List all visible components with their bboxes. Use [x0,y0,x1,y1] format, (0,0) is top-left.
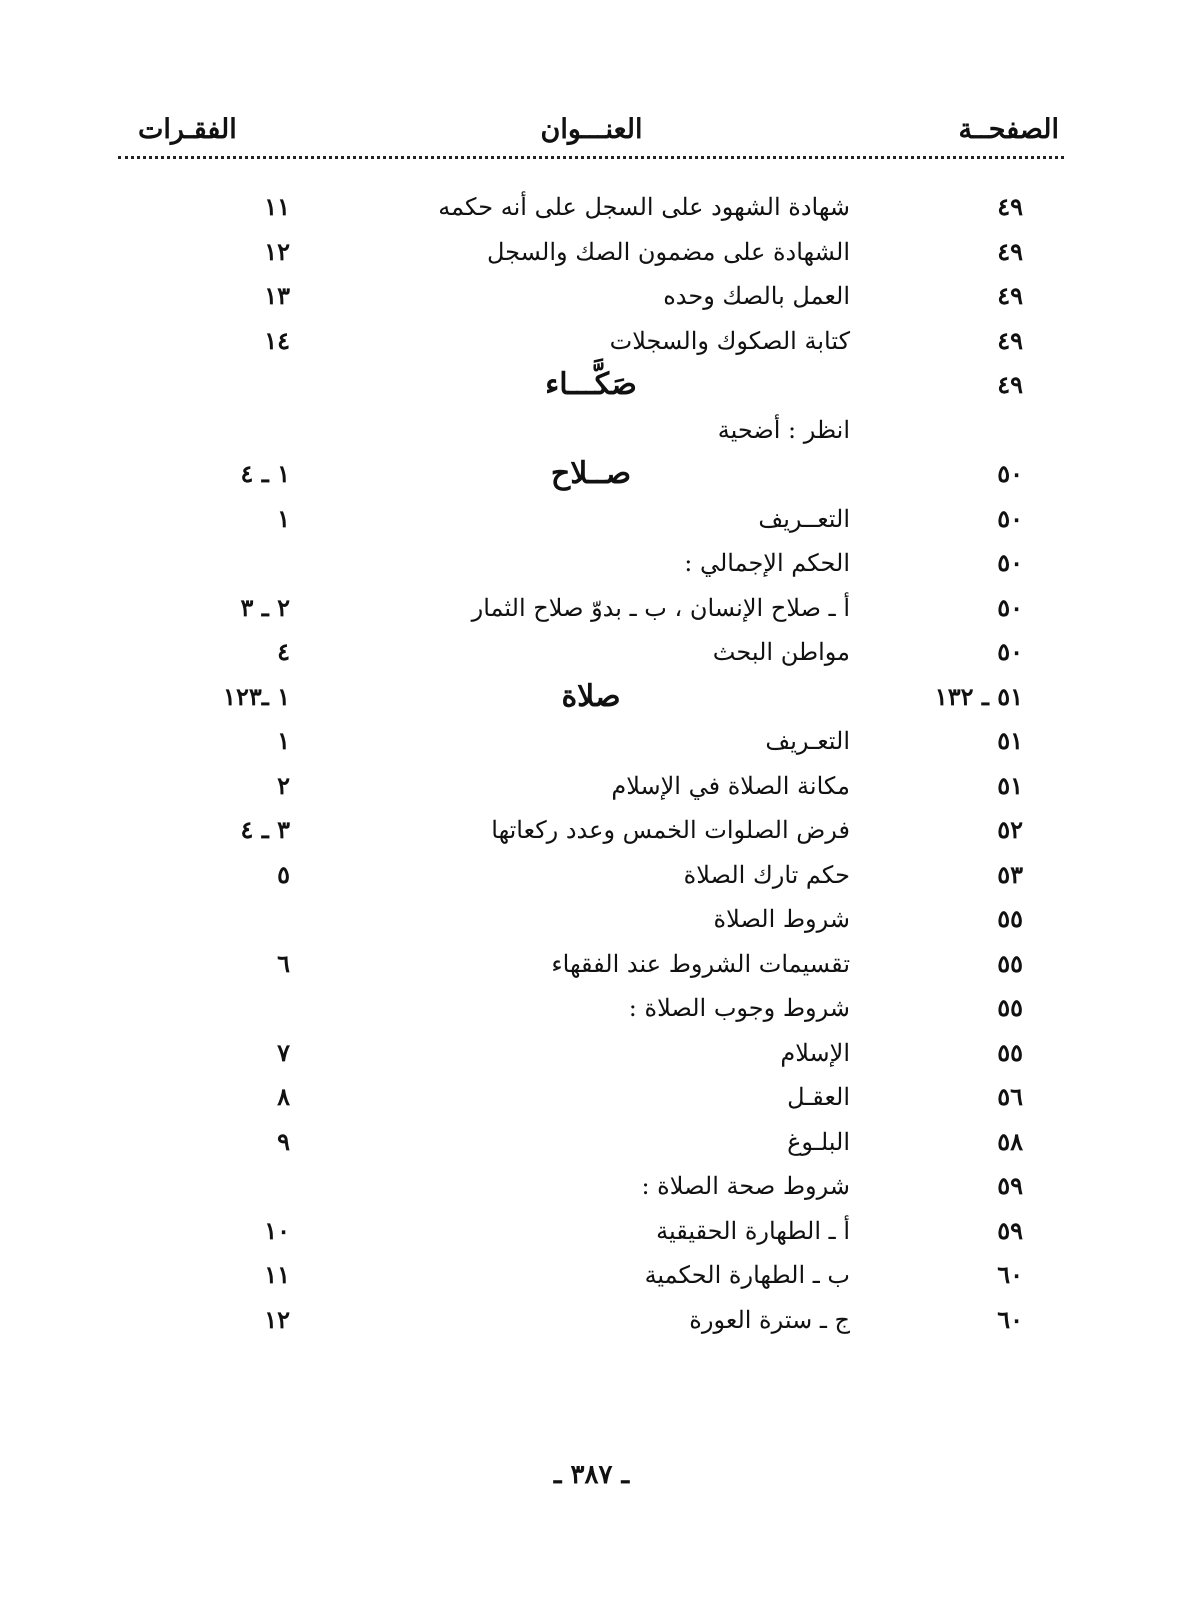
row-title: تقسيمات الشروط عند الفقهاء [551,949,850,978]
row-paragraphs: ١٠ [264,1215,290,1245]
row-page-number: ٥٩ [997,1171,1023,1200]
index-row [0,1031,1183,1076]
row-paragraphs [150,1164,290,1209]
row-title: حكم تارك الصلاة [683,860,850,889]
row-page-number [883,408,1023,453]
row-title: العمل بالصك وحده [663,282,850,310]
row-title: أ ـ الطهارة الحقيقية [656,1216,850,1245]
row-title: ج ـ سترة العورة [689,1305,850,1334]
row-page-number: ٥٠ [997,637,1023,666]
row-page-number: ٥٩ [997,1215,1023,1245]
index-row [0,719,1183,764]
row-paragraphs: ٤ [277,637,290,666]
row-paragraphs [150,408,290,453]
index-row [0,408,1183,453]
row-title: شروط وجوب الصلاة : [628,994,850,1022]
page-number: ـ ٣٨٧ ـ [553,1460,630,1490]
index-row [0,1253,1183,1298]
index-row [0,497,1183,542]
index-row [0,319,1183,364]
row-page-number: ٥٠ [997,503,1023,533]
row-page-number: ٥٠ [997,459,1023,488]
row-title: ب ـ الطهارة الحكمية [644,1261,850,1289]
row-title: فرض الصلوات الخمس وعدد ركعاتها [491,816,850,844]
row-title: البلـوغ [787,1127,850,1156]
row-paragraphs: ٨ [277,1082,290,1111]
header-page-column: الصفحــة [958,114,1059,145]
row-paragraphs: ١٤ [264,325,290,355]
index-row [0,808,1183,853]
row-paragraphs: ١ [277,503,290,533]
row-paragraphs: ١١ [264,1260,290,1289]
index-row [0,1209,1183,1254]
index-row [0,452,1183,497]
row-page-number: ٤٩ [997,192,1023,221]
row-title: التعـريف [765,727,850,755]
row-page-number: ٥٣ [997,859,1023,889]
row-title: التعــريف [758,504,850,533]
row-page-number: ٦٠ [997,1260,1023,1289]
row-paragraphs: ١١ [264,192,290,221]
index-row [0,363,1183,408]
row-title: الحكم الإجمالي : [684,549,850,577]
row-page-number: ٥٠ [997,548,1023,577]
row-page-number: ٥٢ [997,815,1023,844]
row-paragraphs: ٥ [277,859,290,889]
row-paragraphs: ١ ـ١٢٣ [223,681,290,711]
row-paragraphs: ١٢ [264,236,290,266]
row-paragraphs: ٦ [277,948,290,978]
row-page-number: ٥١ [997,770,1023,800]
row-title: أ ـ صلاح الإنسان ، ب ـ بدوّ صلاح الثمار [471,593,850,622]
index-row [0,586,1183,631]
row-page-number: ٤٩ [997,281,1023,310]
row-page-number: ٥١ ـ ١٣٢ [934,681,1023,711]
row-title: مكانة الصلاة في الإسلام [611,771,850,800]
row-paragraphs [150,541,290,586]
index-row [0,1075,1183,1120]
row-paragraphs: ١٣ [264,281,290,310]
row-page-number: ٥٥ [997,1037,1023,1067]
row-title: كتابة الصكوك والسجلات [609,326,850,355]
row-paragraphs [150,363,290,408]
row-title: الإسلام [780,1038,850,1067]
row-title: شروط صحة الصلاة : [641,1172,850,1200]
row-title: الشهادة على مضمون الصك والسجل [486,237,850,266]
index-row [0,986,1183,1031]
row-page-number: ٥٦ [997,1082,1023,1111]
index-row [0,853,1183,898]
index-row [0,1164,1183,1209]
index-row [0,764,1183,809]
index-row [0,185,1183,230]
row-page-number: ٤٩ [997,325,1023,355]
row-title: شهادة الشهود على السجل على أنه حكمه [438,193,850,221]
row-paragraphs: ١ ـ ٤ [240,459,290,488]
index-row [0,1120,1183,1165]
index-row [0,230,1183,275]
dotted-divider [118,156,1064,159]
row-title: العقـل [787,1083,850,1111]
row-paragraphs: ٣ ـ ٤ [240,815,290,844]
row-page-number: ٤٩ [997,370,1023,399]
index-row [0,897,1183,942]
row-paragraphs: ١٢ [264,1304,290,1334]
row-page-number: ٥٠ [997,592,1023,622]
row-page-number: ٤٩ [997,236,1023,266]
index-row [0,274,1183,319]
index-row [0,541,1183,586]
row-section-heading: صلاة [561,678,621,714]
row-page-number: ٥١ [997,726,1023,755]
index-row [0,630,1183,675]
row-paragraphs: ٢ [277,770,290,800]
row-title: انظر : أضحية [717,415,850,444]
index-table [0,185,1183,1342]
index-row [0,1298,1183,1343]
row-title: شروط الصلاة [713,905,850,933]
row-paragraphs: ١ [277,726,290,755]
row-page-number: ٥٨ [997,1126,1023,1156]
row-paragraphs [150,897,290,942]
row-paragraphs [150,986,290,1031]
header-title-column: العنـــوان [540,114,643,145]
row-title: مواطن البحث [712,638,850,666]
header-paragraphs-column: الفقـرات [138,114,237,145]
row-paragraphs: ٩ [277,1126,290,1156]
row-paragraphs: ٧ [277,1037,290,1067]
row-page-number: ٥٥ [997,904,1023,933]
row-paragraphs: ٢ ـ ٣ [240,592,290,622]
row-page-number: ٥٥ [997,948,1023,978]
row-section-heading: صَكَّـــاء [545,367,637,402]
index-row [0,675,1183,720]
index-row [0,942,1183,987]
row-page-number: ٦٠ [997,1304,1023,1334]
row-page-number: ٥٥ [997,993,1023,1022]
row-section-heading: صــلاح [550,456,632,491]
